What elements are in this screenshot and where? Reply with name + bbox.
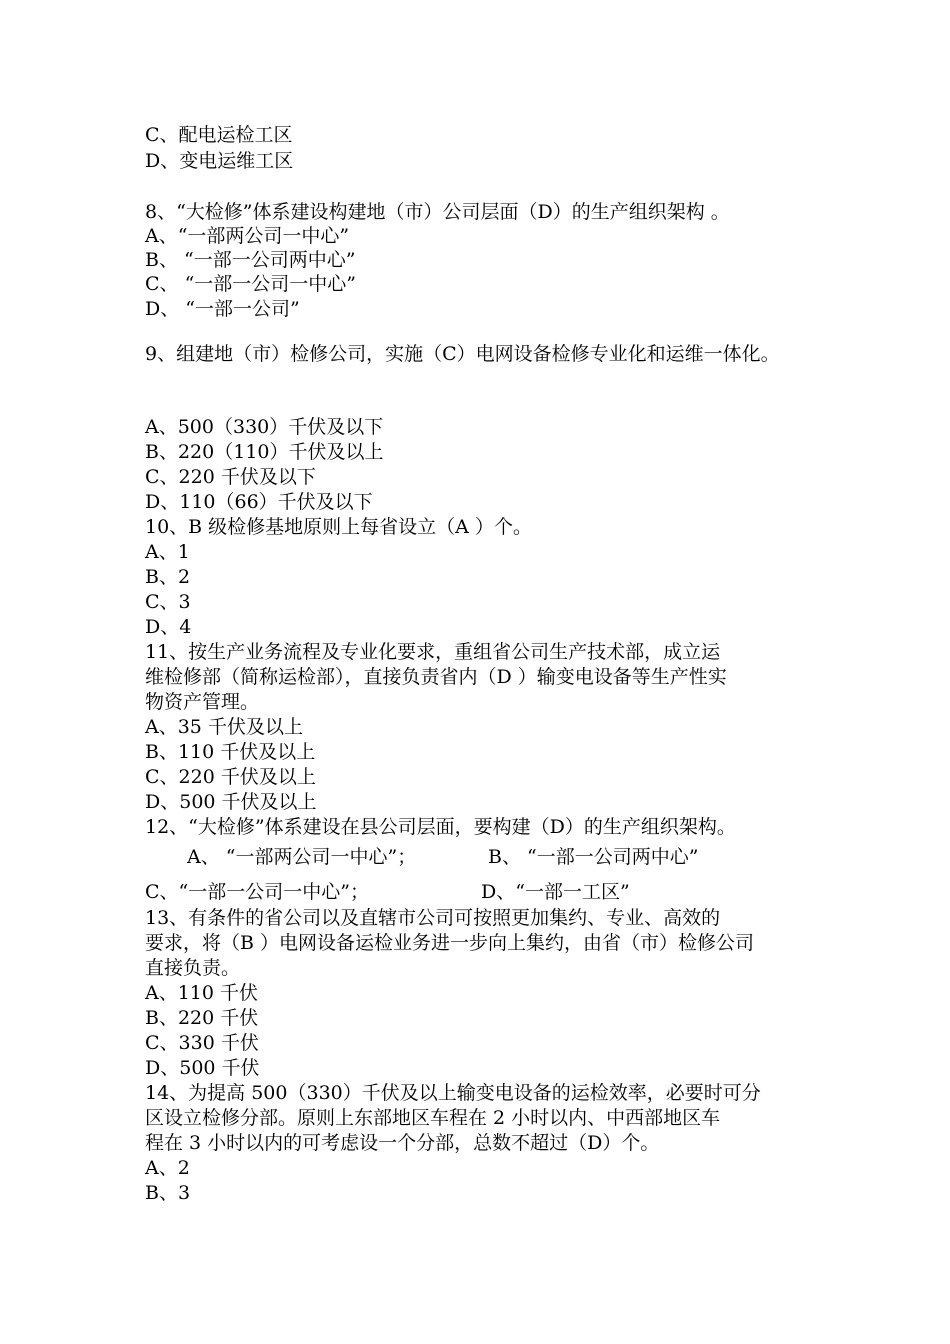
- q12-option-c: C、“一部一公司一中心”；: [145, 881, 369, 903]
- q12-stem: 12、“大检修”体系建设在县公司层面，要构建（D）的生产组织架构。: [145, 816, 736, 838]
- q10-option-b: B、2: [145, 566, 191, 588]
- q12-option-d: D、“一部一工区”: [481, 881, 630, 903]
- q9-option-c: C、220 千伏及以下: [145, 466, 316, 488]
- q11-option-b: B、110 千伏及以上: [145, 741, 316, 763]
- q14-option-a: A、2: [145, 1157, 190, 1179]
- q13-stem-line-2: 要求，将（B ）电网设备运检业务进一步向上集约，由省（市）检修公司: [145, 932, 755, 954]
- q11-stem-line-2: 维检修部（简称运检部），直接负责省内（D ）输变电设备等生产性实: [145, 666, 727, 688]
- q10-option-a: A、1: [145, 541, 190, 563]
- q10-stem: 10、B 级检修基地原则上每省设立（A ）个。: [145, 516, 532, 538]
- q13-option-d: D、500 千伏: [145, 1057, 260, 1079]
- q9-option-a: A、500（330）千伏及以下: [145, 416, 384, 438]
- q13-stem-line-1: 13、有条件的省公司以及直辖市公司可按照更加集约、专业、高效的: [145, 907, 721, 929]
- q12-option-b: B、 “一部一公司两中心”: [488, 846, 699, 868]
- q8-option-c: C、 “一部一公司一中心”: [145, 273, 357, 295]
- q8-option-d: D、 “一部一公司”: [145, 298, 300, 320]
- q12-options-row-2: [145, 880, 630, 905]
- q14-stem-line-3: 程在 3 小时以内的可考虑设一个分部，总数不超过（D）个。: [145, 1132, 660, 1154]
- q14-stem-line-2: 区设立检修分部。原则上东部地区车程在 2 小时以内、中西部地区车: [145, 1107, 721, 1129]
- q11-option-a: A、35 千伏及以上: [145, 716, 303, 738]
- q10-option-d: D、4: [145, 616, 192, 638]
- q12-options-row-1: [187, 845, 699, 870]
- q11-option-c: C、220 千伏及以上: [145, 766, 316, 788]
- q13-option-b: B、220 千伏: [145, 1007, 259, 1029]
- q11-stem-line-1: 11、按生产业务流程及专业化要求，重组省公司生产技术部，成立运: [145, 641, 721, 663]
- q13-option-a: A、110 千伏: [145, 982, 259, 1004]
- q7-option-d: D、变电运维工区: [145, 150, 294, 172]
- q9-option-d: D、110（66）千伏及以下: [145, 491, 373, 513]
- q9-option-b: B、220（110）千伏及以上: [145, 441, 384, 463]
- q14-option-b: B、3: [145, 1182, 191, 1204]
- q13-option-c: C、330 千伏: [145, 1032, 259, 1054]
- q10-option-c: C、3: [145, 591, 191, 613]
- q8-option-a: A、“一部两公司一中心”: [145, 225, 350, 247]
- q11-stem-line-3: 物资产管理。: [145, 691, 260, 713]
- q8-stem: 8、“大检修”体系建设构建地（市）公司层面（D）的生产组织架构 。: [145, 201, 730, 223]
- q8-option-b: B、 “一部一公司两中心”: [145, 249, 356, 271]
- q11-option-d: D、500 千伏及以上: [145, 791, 317, 813]
- q9-stem: 9、组建地（市）检修公司，实施（C）电网设备检修专业化和运维一体化。: [145, 343, 780, 365]
- q12-option-a: A、 “一部两公司一中心”；: [187, 846, 417, 868]
- q13-stem-line-3: 直接负责。: [145, 957, 241, 979]
- q7-option-c: C、配电运检工区: [145, 124, 293, 146]
- q14-stem-line-1: 14、为提高 500（330）千伏及以上输变电设备的运检效率，必要时可分: [145, 1082, 761, 1104]
